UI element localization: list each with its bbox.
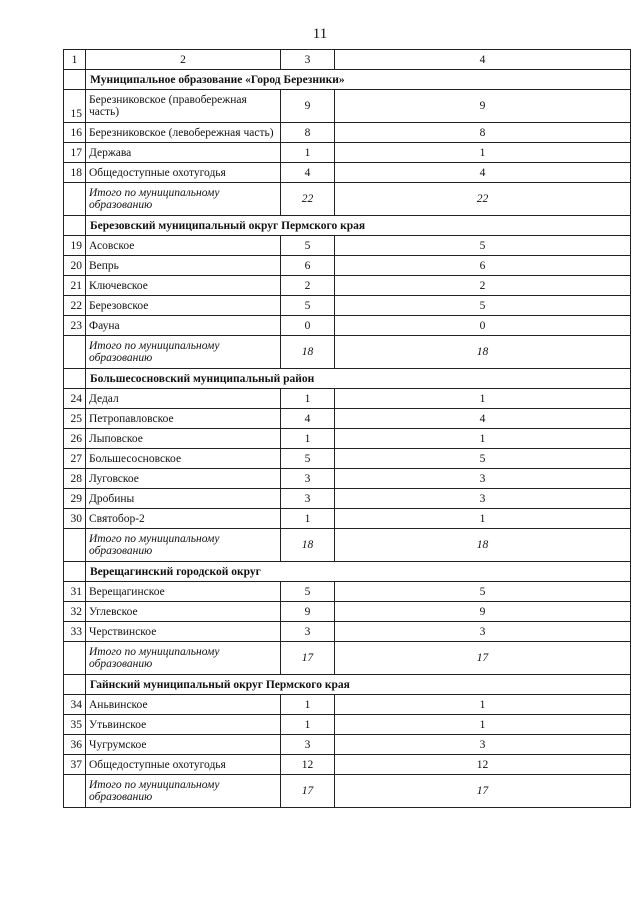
row-name: Общедоступные охотугодья (86, 755, 281, 775)
row-number: 23 (64, 316, 86, 336)
table-row (64, 389, 631, 409)
table-row (64, 163, 631, 183)
total-value-col4: 17 (335, 775, 631, 808)
row-name: Ключевское (86, 276, 281, 296)
total-empty-cell (64, 336, 86, 369)
row-value-col4: 5 (335, 296, 631, 316)
row-value-col3: 1 (281, 429, 335, 449)
row-value-col4: 8 (335, 123, 631, 143)
page-number: 11 (312, 26, 328, 42)
total-label: Итого по муниципальному образованию (86, 529, 281, 562)
table-row (64, 143, 631, 163)
row-name: Асовское (86, 236, 281, 256)
total-row (64, 642, 631, 675)
row-value-col3: 12 (281, 755, 335, 775)
section-title: Березовский муниципальный округ Пермского края (86, 216, 631, 236)
table-row (64, 236, 631, 256)
table-body (64, 50, 631, 808)
row-number: 37 (64, 755, 86, 775)
row-value-col3: 0 (281, 316, 335, 336)
column-header-4: 4 (335, 50, 631, 70)
row-value-col3: 2 (281, 276, 335, 296)
row-name: Дробины (86, 489, 281, 509)
section-title: Большесосновский муниципальный район (86, 369, 631, 389)
table-header-row (64, 50, 631, 70)
total-row (64, 529, 631, 562)
total-value-col4: 18 (335, 336, 631, 369)
total-empty-cell (64, 529, 86, 562)
row-name: Аньвинское (86, 695, 281, 715)
total-value-col3: 18 (281, 529, 335, 562)
row-value-col3: 5 (281, 449, 335, 469)
row-number: 19 (64, 236, 86, 256)
table-row (64, 123, 631, 143)
row-value-col4: 12 (335, 755, 631, 775)
section-empty-cell (64, 369, 86, 389)
row-number: 24 (64, 389, 86, 409)
row-value-col4: 3 (335, 469, 631, 489)
row-value-col3: 9 (281, 602, 335, 622)
row-name: Дедал (86, 389, 281, 409)
row-value-col3: 3 (281, 622, 335, 642)
total-value-col4: 22 (335, 183, 631, 216)
row-name: Лыповское (86, 429, 281, 449)
section-header-row (64, 562, 631, 582)
total-row (64, 336, 631, 369)
row-value-col4: 3 (335, 622, 631, 642)
row-name: Вепрь (86, 256, 281, 276)
column-header-1: 1 (64, 50, 86, 70)
table-row (64, 735, 631, 755)
total-empty-cell (64, 775, 86, 808)
section-empty-cell (64, 675, 86, 695)
section-empty-cell (64, 562, 86, 582)
column-header-3: 3 (281, 50, 335, 70)
hunting-grounds-table (63, 49, 631, 808)
total-value-col3: 18 (281, 336, 335, 369)
row-name: Держава (86, 143, 281, 163)
row-value-col4: 1 (335, 143, 631, 163)
total-label: Итого по муниципальному образованию (86, 183, 281, 216)
row-number: 33 (64, 622, 86, 642)
total-empty-cell (64, 642, 86, 675)
row-value-col3: 3 (281, 469, 335, 489)
row-value-col3: 4 (281, 163, 335, 183)
table-row (64, 316, 631, 336)
row-value-col3: 1 (281, 143, 335, 163)
row-name: Березовское (86, 296, 281, 316)
row-value-col4: 0 (335, 316, 631, 336)
row-number: 34 (64, 695, 86, 715)
column-header-2: 2 (86, 50, 281, 70)
section-header-row (64, 70, 631, 90)
table-row (64, 695, 631, 715)
row-value-col3: 5 (281, 296, 335, 316)
table-row (64, 582, 631, 602)
table-row (64, 449, 631, 469)
section-title: Верещагинский городской округ (86, 562, 631, 582)
total-value-col3: 22 (281, 183, 335, 216)
row-number: 18 (64, 163, 86, 183)
row-name: Святобор-2 (86, 509, 281, 529)
total-label: Итого по муниципальному образованию (86, 775, 281, 808)
section-header-row (64, 675, 631, 695)
row-number: 15 (64, 90, 86, 123)
row-number: 27 (64, 449, 86, 469)
row-value-col4: 1 (335, 389, 631, 409)
row-value-col4: 5 (335, 236, 631, 256)
row-value-col3: 1 (281, 695, 335, 715)
row-value-col3: 9 (281, 90, 335, 123)
row-value-col4: 4 (335, 163, 631, 183)
row-value-col3: 4 (281, 409, 335, 429)
row-value-col3: 1 (281, 389, 335, 409)
table-row (64, 602, 631, 622)
row-number: 21 (64, 276, 86, 296)
row-name: Березниковское (правобережная часть) (86, 90, 281, 123)
table-row (64, 276, 631, 296)
row-value-col3: 3 (281, 489, 335, 509)
row-value-col3: 1 (281, 715, 335, 735)
section-empty-cell (64, 70, 86, 90)
total-value-col3: 17 (281, 775, 335, 808)
row-name: Чугрумское (86, 735, 281, 755)
section-header-row (64, 216, 631, 236)
row-name: Березниковское (левобережная часть) (86, 123, 281, 143)
total-label: Итого по муниципальному образованию (86, 336, 281, 369)
row-name: Петропавловское (86, 409, 281, 429)
row-name: Утьвинское (86, 715, 281, 735)
row-value-col3: 5 (281, 236, 335, 256)
row-number: 17 (64, 143, 86, 163)
row-value-col3: 5 (281, 582, 335, 602)
row-value-col4: 1 (335, 509, 631, 529)
total-label: Итого по муниципальному образованию (86, 642, 281, 675)
total-value-col3: 17 (281, 642, 335, 675)
row-number: 32 (64, 602, 86, 622)
row-number: 35 (64, 715, 86, 735)
row-value-col4: 2 (335, 276, 631, 296)
row-value-col3: 1 (281, 509, 335, 529)
row-number: 36 (64, 735, 86, 755)
table-row (64, 296, 631, 316)
table-row (64, 715, 631, 735)
row-value-col4: 9 (335, 90, 631, 123)
row-number: 28 (64, 469, 86, 489)
total-row (64, 775, 631, 808)
section-header-row (64, 369, 631, 389)
total-value-col4: 18 (335, 529, 631, 562)
row-value-col4: 1 (335, 429, 631, 449)
row-value-col4: 9 (335, 602, 631, 622)
row-name: Черствинское (86, 622, 281, 642)
row-name: Углевское (86, 602, 281, 622)
row-name: Большесосновское (86, 449, 281, 469)
row-value-col4: 5 (335, 449, 631, 469)
row-number: 31 (64, 582, 86, 602)
table-row (64, 256, 631, 276)
row-number: 29 (64, 489, 86, 509)
table-row (64, 509, 631, 529)
row-name: Общедоступные охотугодья (86, 163, 281, 183)
row-name: Луговское (86, 469, 281, 489)
table-row (64, 755, 631, 775)
table-row (64, 429, 631, 449)
total-empty-cell (64, 183, 86, 216)
section-title: Муниципальное образование «Город Березники» (86, 70, 631, 90)
table-row (64, 622, 631, 642)
row-number: 20 (64, 256, 86, 276)
table-row (64, 469, 631, 489)
row-number: 22 (64, 296, 86, 316)
section-title: Гайнский муниципальный округ Пермского края (86, 675, 631, 695)
row-number: 25 (64, 409, 86, 429)
row-value-col4: 1 (335, 695, 631, 715)
row-name: Фауна (86, 316, 281, 336)
table-row (64, 90, 631, 123)
row-value-col4: 3 (335, 489, 631, 509)
row-value-col4: 1 (335, 715, 631, 735)
row-number: 16 (64, 123, 86, 143)
row-value-col4: 4 (335, 409, 631, 429)
total-row (64, 183, 631, 216)
table-row (64, 489, 631, 509)
row-value-col3: 6 (281, 256, 335, 276)
total-value-col4: 17 (335, 642, 631, 675)
row-value-col3: 8 (281, 123, 335, 143)
table-row (64, 409, 631, 429)
row-value-col3: 3 (281, 735, 335, 755)
section-empty-cell (64, 216, 86, 236)
row-number: 26 (64, 429, 86, 449)
row-value-col4: 3 (335, 735, 631, 755)
row-value-col4: 6 (335, 256, 631, 276)
row-name: Верещагинское (86, 582, 281, 602)
row-number: 30 (64, 509, 86, 529)
row-value-col4: 5 (335, 582, 631, 602)
